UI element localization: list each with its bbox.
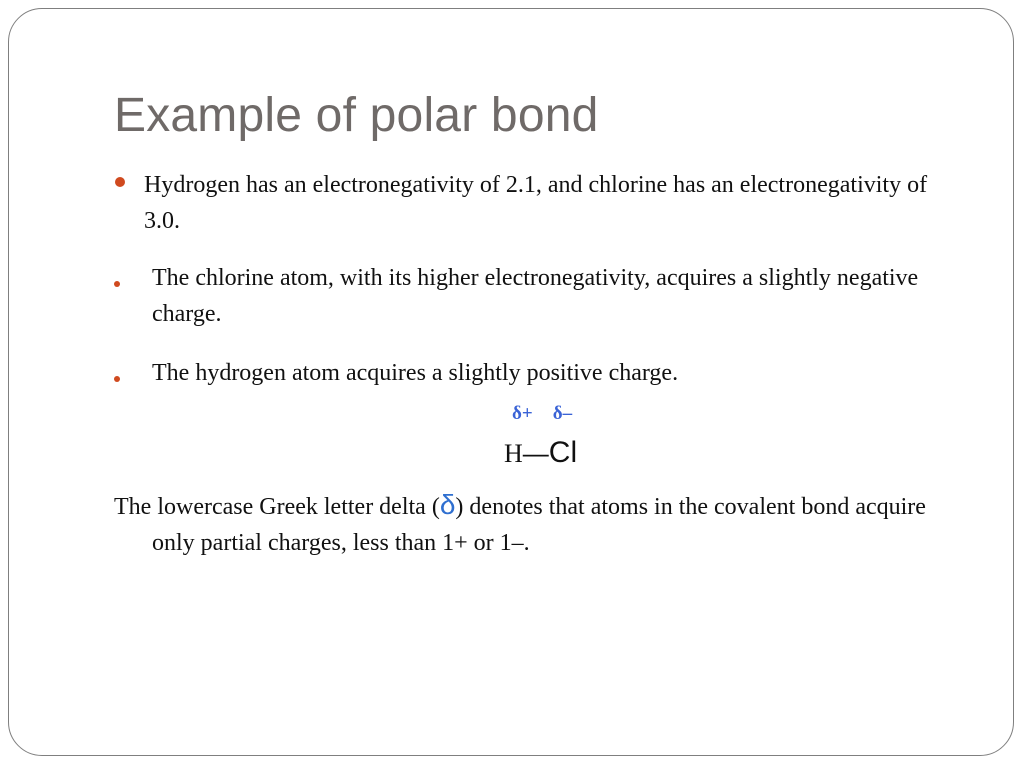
slide-title: Example of polar bond [114,89,599,142]
bullet-dot-1 [115,177,125,187]
chlorine-atom: Cl [548,436,578,469]
bullet-3: The hydrogen atom acquires a slightly positive charge. [152,360,679,386]
delta-minus-label: δ– [552,403,573,424]
bullet-2: The chlorine atom, with its higher electronegativity, acquires a slightly negative charge. [152,265,919,327]
bullet-dot-3 [114,376,120,382]
delta-note-text-1: The lowercase Greek letter delta ( [114,494,440,520]
delta-note [114,487,972,561]
hydrogen-atom: H [504,439,523,468]
delta-plus-label: δ+ [512,403,533,424]
partial-charge-labels [512,403,572,425]
delta-symbol: δ [439,489,456,520]
bullet-1: Hydrogen has an electronegativity of 2.1, and chlorine has an electronegativity of 3.0. [144,172,928,234]
delta-note-text-2: ) denotes that atoms in the covalent bond acquire only partial charges, less than 1+ or 1–. [152,494,926,556]
hcl-molecule [504,436,577,470]
bond-line: — [522,438,549,468]
bullet-dot-2 [114,281,120,287]
